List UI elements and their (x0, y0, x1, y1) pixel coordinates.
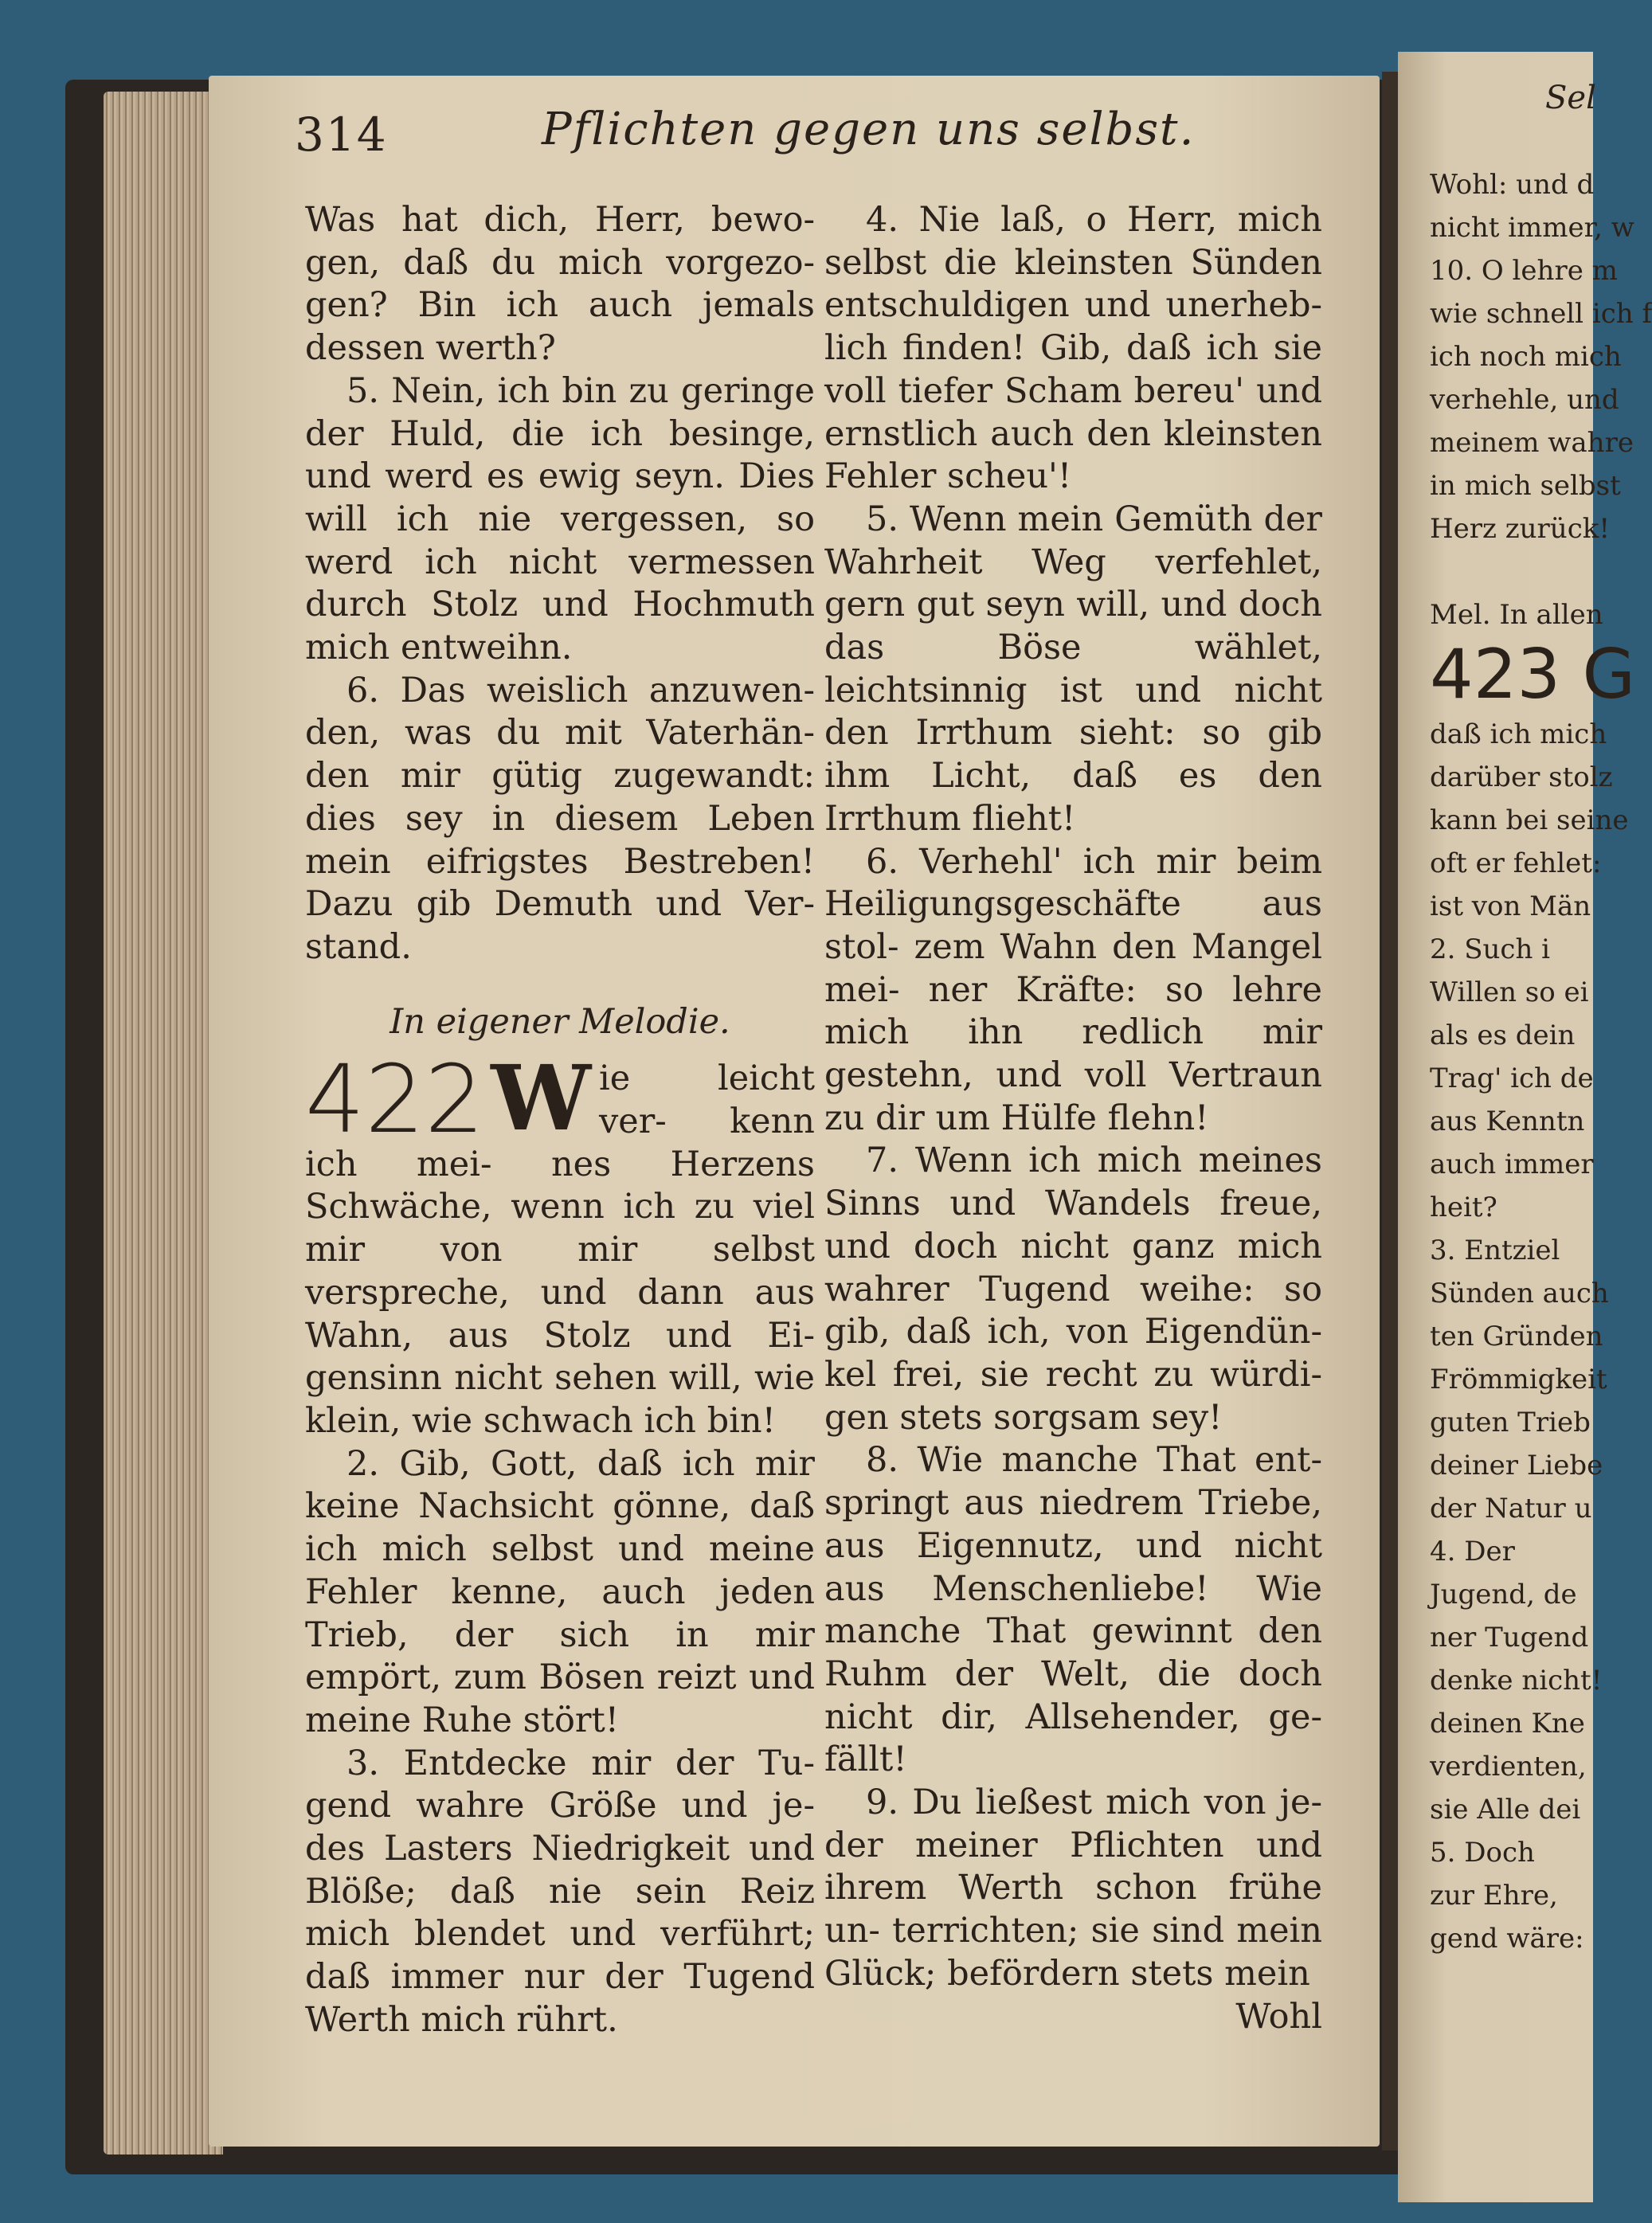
next-page-line: denke nicht! (1430, 1665, 1603, 1697)
next-page-line: Mel. In allen (1430, 599, 1603, 631)
next-page-line: sie Alle dei (1430, 1794, 1581, 1826)
page-number: 314 (295, 108, 388, 162)
next-page-line: verhehle, und (1430, 384, 1619, 416)
next-page-line: als es dein (1430, 1020, 1576, 1051)
next-page-line: nicht immer, w (1430, 212, 1634, 244)
next-page-line: kann bei seine (1430, 804, 1629, 836)
next-page-line: ich noch mich (1430, 341, 1622, 373)
next-page-line: in mich selbst (1430, 470, 1621, 502)
right-text-column (824, 199, 1322, 2038)
next-page-line (1430, 550, 1605, 593)
next-page-line: Sünden auch (1430, 1278, 1609, 1309)
next-page-header: Sel (1545, 80, 1596, 116)
next-page-line: verdienten, (1430, 1751, 1587, 1783)
next-page-line: daß ich mich (1430, 718, 1607, 750)
hymn-verse-2: 2. Gib, Gott, daß ich mir keine Nachsicht gönne, daß ich mich selbst und meine Fehler kenne, auch jeden Trieb, der sich in mir empört, zum Bösen reizt und meine Ruhe stört! (305, 1443, 815, 1740)
initial-capital: W (491, 1047, 592, 1152)
next-page-line: ist von Män (1430, 890, 1591, 922)
next-page-line: guten Trieb (1430, 1407, 1591, 1438)
left-text-column (305, 199, 815, 2042)
next-page-line: 5. Doch (1430, 1837, 1535, 1869)
hymn-verse-3: 3. Entdecke mir der Tu- gend wahre Größe und je- des Lasters Niedrigkeit und Blöße; daß nie sein Reiz mich blendet und verführt; daß immer nur der Tugend Werth mich rührt. (305, 1743, 815, 2040)
page-edges (104, 92, 223, 2155)
hymn-verse-4: 4. Nie laß, o Herr, mich selbst die kleinsten Sünden entschuldigen und unerheb- lich finden! Gib, daß ich sie voll tiefer Scham bereu' und ernstlich auch den kleinsten Fehler scheu'! (824, 200, 1322, 497)
next-page-line: der Natur u (1430, 1493, 1592, 1524)
hymn-422-start (305, 1044, 815, 1442)
next-page-text (1430, 163, 1652, 1960)
next-page-line: oft er fehlet: (1430, 847, 1602, 879)
hymn-number: 422 (305, 1044, 485, 1155)
next-page-line: 3. Entziel (1430, 1235, 1560, 1266)
next-page-line: deinen Kne (1430, 1708, 1585, 1740)
hymn-verse-9: 9. Du ließest mich von je- der meiner Pflichten und ihrem Werth schon frühe un- terrichten; sie sind mein Glück; befördern stets mein (824, 1783, 1322, 1994)
verse-continuation: Was hat dich, Herr, bewo- gen, daß du mich vorgezo- gen? Bin ich auch jemals dessen werth? (305, 200, 815, 369)
next-page-line: aus Kenntn (1430, 1106, 1585, 1137)
catchword: Wohl (1235, 1996, 1322, 2037)
next-page-line: ner Tugend (1430, 1622, 1589, 1654)
next-page-line: 2. Such i (1430, 933, 1551, 965)
next-page-line: Trag' ich de (1430, 1063, 1594, 1094)
next-page-line: auch immer (1430, 1149, 1594, 1180)
next-page-line: Frömmigkeit (1430, 1364, 1607, 1395)
next-page-line: meinem wahre (1430, 427, 1634, 459)
running-title: Pflichten gegen uns selbst. (542, 104, 1196, 155)
next-page-line: heit? (1430, 1192, 1497, 1223)
next-page-line: Wohl: und d (1430, 169, 1595, 201)
next-page-line: Jugend, de (1430, 1579, 1577, 1611)
next-page-line: wie schnell ich f (1430, 298, 1652, 330)
next-page-line: Willen so ei (1430, 976, 1589, 1008)
next-page-line: Herz zurück! (1430, 513, 1611, 545)
hymn-verse-7: 7. Wenn ich mich meines Sinns und Wandels freue, und doch nicht ganz mich wahrer Tugend weihe: so gib, daß ich, von Eigendün- kel frei, sie recht zu würdi- gen stets sorgsam sey! (824, 1141, 1322, 1438)
hymn-verse-8: 8. Wie manche That ent- springt aus niedrem Triebe, aus Eigennutz, und nicht aus Menschenliebe! Wie manche That gewinnt den Ruhm der Welt, die doch nicht dir, Allsehender, ge- fällt! (824, 1440, 1322, 1780)
next-page-line: 423 G (1430, 635, 1636, 714)
next-page-line: darüber stolz (1430, 761, 1613, 793)
next-page-line: 10. O lehre m (1430, 255, 1618, 287)
verse-6: 6. Das weislich anzuwen- den, was du mit Vaterhän- den mir gütig zugewandt: dies sey in diesem Leben mein eifrigstes Bestreben! Dazu gib Demuth und Ver- stand. (305, 670, 815, 967)
hymn-verse-6: 6. Verhehl' ich mir beim Heiligungsgeschäfte aus stol- zem Wahn den Mangel mei- ner Kräfte: so lehre mich ihn redlich mir gestehn, und voll Vertraun zu dir um Hülfe flehn! (824, 841, 1322, 1138)
hymn-verse-5: 5. Wenn mein Gemüth der Wahrheit Weg verfehlet, gern gut seyn will, und doch das Böse wählet, leichtsinnig ist und nicht den Irrthum sieht: so gib ihm Licht, daß es den Irrthum flieht! (824, 499, 1322, 839)
next-page-line: zur Ehre, (1430, 1880, 1558, 1912)
next-page-line: gend wäre: (1430, 1923, 1584, 1955)
book-gutter (1382, 72, 1398, 2151)
next-page-line: ten Gründen (1430, 1321, 1603, 1352)
next-page-line: deiner Liebe (1430, 1450, 1603, 1481)
verse-5: 5. Nein, ich bin zu geringe der Huld, die ich besinge, und werd es ewig seyn. Dies will ich nie vergessen, so werd ich nicht vermessen durch Stolz und Hochmuth mich entweihn. (305, 370, 815, 668)
hymn-first-verse: ie leicht ver- kenn ich mei- nes Herzens Schwäche, wenn ich zu viel mir von mir selbst verspreche, und dann aus Wahn, aus Stolz und Ei- gensinn nicht sehen will, wie klein, wie schwach ich bin! (305, 1059, 815, 1441)
melody-line: In eigener Melodie. (390, 1001, 730, 1042)
next-page-line: 4. Der (1430, 1536, 1515, 1567)
